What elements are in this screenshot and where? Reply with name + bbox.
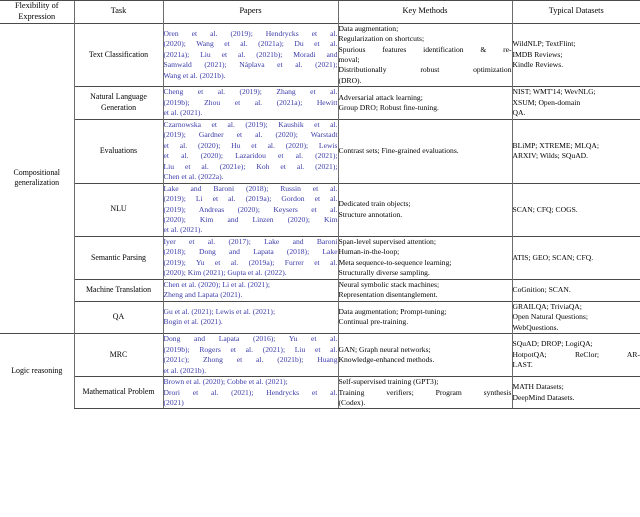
datasets-cell bbox=[512, 119, 640, 183]
group-label-compositional-generalization: Compositional generalization bbox=[0, 23, 74, 334]
task-label: Mathematical Problem bbox=[74, 377, 163, 409]
column-header-key-methods: Key Methods bbox=[338, 1, 512, 24]
table-row bbox=[0, 279, 640, 301]
task-label: Text Classification bbox=[74, 23, 163, 87]
group-label-logic-reasoning: Logic reasoning bbox=[0, 334, 74, 409]
key-methods-cell bbox=[338, 119, 512, 183]
datasets-lines: SQuAD; DROP; LogiQA; HotpotQA; ReClor; AR- LAST. bbox=[512, 339, 640, 370]
key-methods-cell bbox=[338, 279, 512, 301]
column-header-flexibility: Flexibility of Expression bbox=[0, 1, 74, 24]
table-row bbox=[0, 23, 640, 87]
task-label: Semantic Parsing bbox=[74, 236, 163, 279]
table-row bbox=[0, 334, 640, 377]
papers-cell bbox=[163, 279, 338, 301]
datasets-lines: CoGnition; SCAN. bbox=[512, 285, 571, 295]
datasets-lines: SCAN; CFQ; COGS. bbox=[512, 204, 578, 214]
table-body bbox=[0, 23, 640, 409]
key-methods-cell bbox=[338, 183, 512, 236]
methods-lines: Data augmentation; Regularization on shortcuts; Spurious features identification & re- moval; Distributionally robust optimization (DRO). bbox=[338, 23, 512, 85]
methods-lines: Contrast sets; Fine-grained evaluations. bbox=[338, 145, 459, 155]
datasets-cell bbox=[512, 87, 640, 119]
datasets-lines: ATIS; GEO; SCAN; CFQ. bbox=[512, 252, 594, 262]
key-methods-cell bbox=[338, 334, 512, 377]
datasets-cell bbox=[512, 183, 640, 236]
datasets-cell bbox=[512, 236, 640, 279]
datasets-cell bbox=[512, 279, 640, 301]
papers-cell bbox=[163, 377, 338, 409]
papers-lines: Czarnowska et al. (2019); Kaushik et al. (2019); Gardner et al. (2020); Warstadt et al. (2020); Hu et al. (2020); Lewis et al. (2020); Lazaridou et al. (2021); Liu et al. (2021e); Koh et al. (2021); Chen et al. (2022a). bbox=[163, 119, 338, 182]
papers-lines: Dong and Lapata (2016); Yu et al. (2019b); Rogers et al. (2021); Liu et al. (2021c); Zhong et al. (2021b); Huang et al. (2021b). bbox=[163, 334, 338, 375]
datasets-lines: GRAILQA; TriviaQA; Open Natural Questions; WebQuestions. bbox=[512, 301, 588, 332]
datasets-cell bbox=[512, 301, 640, 333]
methods-lines: Self-supervised training (GPT3); Training verifiers; Program synthesis (Codex). bbox=[338, 377, 512, 407]
key-methods-cell bbox=[338, 87, 512, 119]
papers-lines: Chen et al. (2020); Li et al. (2021); Zheng and Lapata (2021). bbox=[163, 279, 270, 300]
papers-cell bbox=[163, 87, 338, 119]
table-row bbox=[0, 87, 640, 119]
key-methods-cell bbox=[338, 236, 512, 279]
methods-lines: Data augmentation; Prompt-tuning; Continual pre-training. bbox=[338, 306, 447, 327]
column-header-task: Task bbox=[74, 1, 163, 24]
papers-cell bbox=[163, 183, 338, 236]
table-row bbox=[0, 119, 640, 183]
papers-lines: Brown et al. (2020); Cobbe et al. (2021); Drori et al. (2021); Hendrycks et al. (2021) bbox=[163, 377, 338, 407]
table-row bbox=[0, 301, 640, 333]
task-label: MRC bbox=[74, 334, 163, 377]
datasets-cell bbox=[512, 334, 640, 377]
papers-cell bbox=[163, 301, 338, 333]
task-label: QA bbox=[74, 301, 163, 333]
papers-lines: Gu et al. (2021); Lewis et al. (2021); Bogin et al. (2021). bbox=[163, 306, 276, 327]
methods-lines: Dedicated train objects; Structure annotation. bbox=[338, 199, 411, 219]
key-methods-cell bbox=[338, 301, 512, 333]
table-row bbox=[0, 377, 640, 409]
datasets-cell bbox=[512, 23, 640, 87]
task-label: NLU bbox=[74, 183, 163, 236]
papers-cell bbox=[163, 236, 338, 279]
task-label: Evaluations bbox=[74, 119, 163, 183]
papers-cell bbox=[163, 334, 338, 377]
papers-lines: Cheng et al. (2019); Zhang et al. (2019b); Zhou et al. (2021a); Hewitt et al. (2021). bbox=[163, 87, 338, 118]
papers-lines: Iyer et al. (2017); Lake and Baroni (2018); Dong and Lapata (2018); Lake (2019); Yu et al. (2019a); Furrer et al. (2020); Kim (2021); Gupta et al. (2022). bbox=[163, 236, 338, 278]
papers-cell bbox=[163, 119, 338, 183]
table-row bbox=[0, 236, 640, 279]
table-header-row bbox=[0, 1, 640, 24]
column-header-papers: Papers bbox=[163, 1, 338, 24]
key-methods-cell bbox=[338, 23, 512, 87]
methods-lines: Adversarial attack learning; Group DRO; Robust fine-tuning. bbox=[338, 92, 439, 113]
datasets-lines: NIST; WMT'14; WevNLG; XSUM; Open-domain QA. bbox=[512, 87, 596, 118]
papers-lines: Lake and Baroni (2018); Russin et al. (2019); Li et al. (2019a); Gordon et al. (2019); Andreas (2020); Keysers et al. (2020); Kim and Linzen (2020); Kim et al. (2021). bbox=[163, 183, 338, 235]
task-label: Machine Translation bbox=[74, 279, 163, 301]
column-header-typical-datasets: Typical Datasets bbox=[512, 1, 640, 24]
table-row bbox=[0, 183, 640, 236]
datasets-cell bbox=[512, 377, 640, 409]
methods-lines: GAN; Graph neural networks; Knowledge-enhanced methods. bbox=[338, 344, 435, 365]
methods-lines: Neural symbolic stack machines; Representation disentanglement. bbox=[338, 279, 440, 300]
task-label: Natural Language Generation bbox=[74, 87, 163, 119]
table-header bbox=[0, 1, 640, 24]
papers-lines: Oren et al. (2019); Hendrycks et al. (2020); Wang et al. (2021a); Du et al. (2021a); Liu et al. (2021b); Moradi and Samwald (2021); Náplava et al. (2021); Wang et al. (2021b). bbox=[163, 28, 338, 80]
datasets-lines: MATH Datasets; DeepMind Datasets. bbox=[512, 382, 575, 402]
key-methods-cell bbox=[338, 377, 512, 409]
datasets-lines: WildNLP; TextFlint; IMDB Reviews; Kindle Reviews. bbox=[512, 39, 576, 70]
datasets-lines: BLiMP; XTREME; MLQA; ARXIV; Wilds; SQuAD. bbox=[512, 140, 599, 161]
methods-lines: Span-level supervised attention; Human-in-the-loop; Meta sequence-to-sequence learning; Structurally diverse sampling. bbox=[338, 236, 452, 278]
papers-cell bbox=[163, 23, 338, 87]
